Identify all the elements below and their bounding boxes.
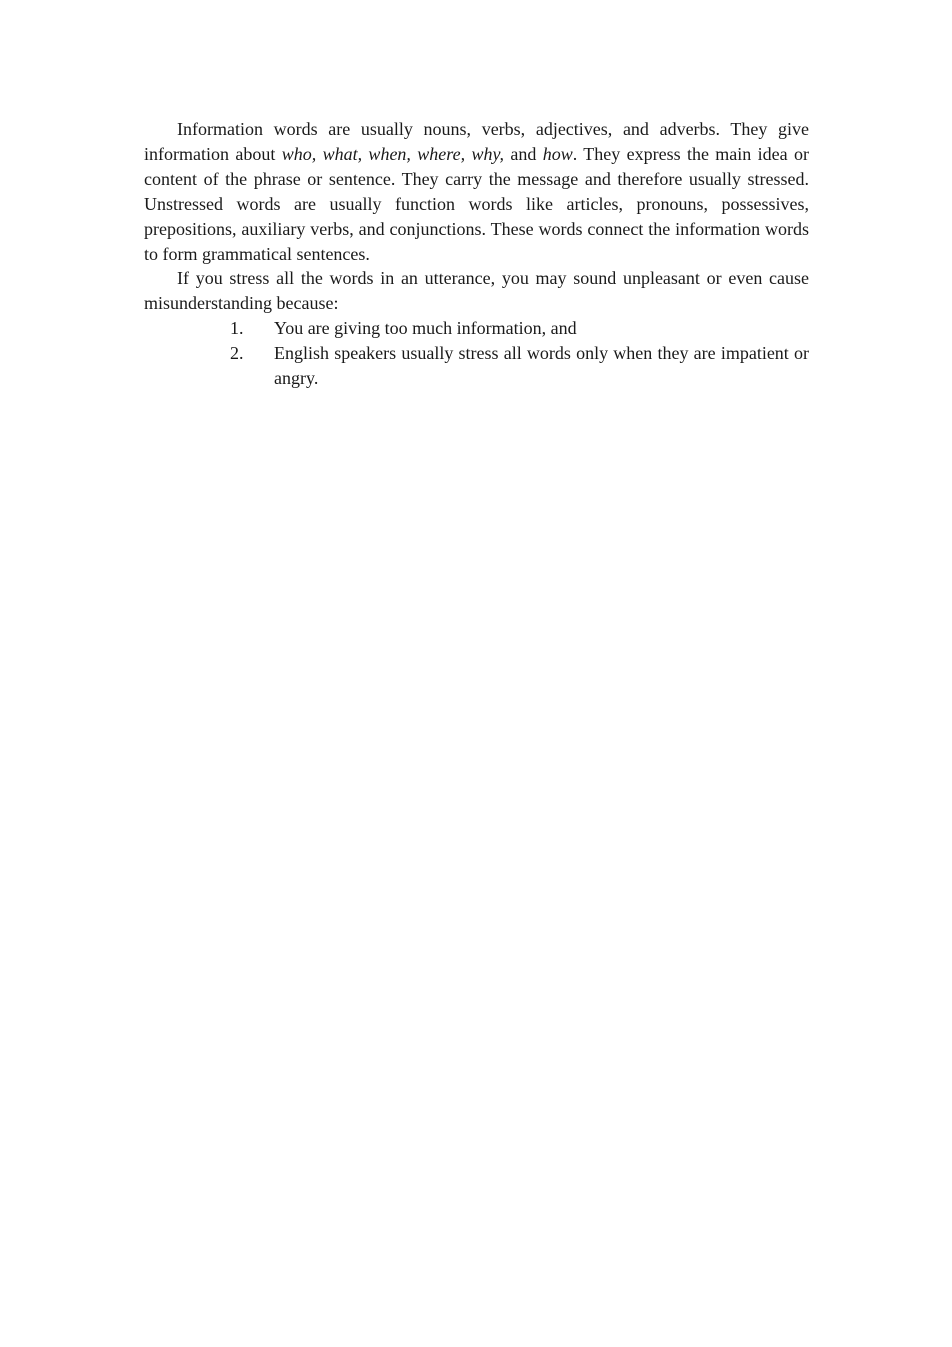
paragraph-1-rest: . They express the main idea or content of the phrase or sentence. They carry the message and therefore usually stressed. Unstressed words are usually function words like articles, pronouns, possessives, prepositions, auxiliary verbs, and conjunctions. These words connect the information words to form grammatical sentences. <box>144 143 809 264</box>
paragraph-1-question-words: who, what, when, where, why, <box>281 143 504 164</box>
list-item-text: You are giving too much information, and <box>274 318 577 339</box>
paragraph-information-words <box>144 117 809 266</box>
paragraph-1-and: and <box>503 143 543 164</box>
paragraph-1-intro: Information words are usually nouns, verbs, adjectives, and adverbs. They give information about <box>144 119 809 164</box>
list-item <box>144 341 809 391</box>
list-item <box>144 316 809 341</box>
paragraph-1-how: how <box>542 143 573 164</box>
list-item-number: 2. <box>230 343 244 364</box>
document-page <box>144 117 809 391</box>
paragraph-stress-all-words: If you stress all the words in an utterance, you may sound unpleasant or even cause misunderstanding because: <box>144 268 809 314</box>
list-item-number: 1. <box>230 318 244 339</box>
reasons-list <box>144 316 809 391</box>
list-item-text: English speakers usually stress all words only when they are impatient or angry. <box>274 343 809 389</box>
